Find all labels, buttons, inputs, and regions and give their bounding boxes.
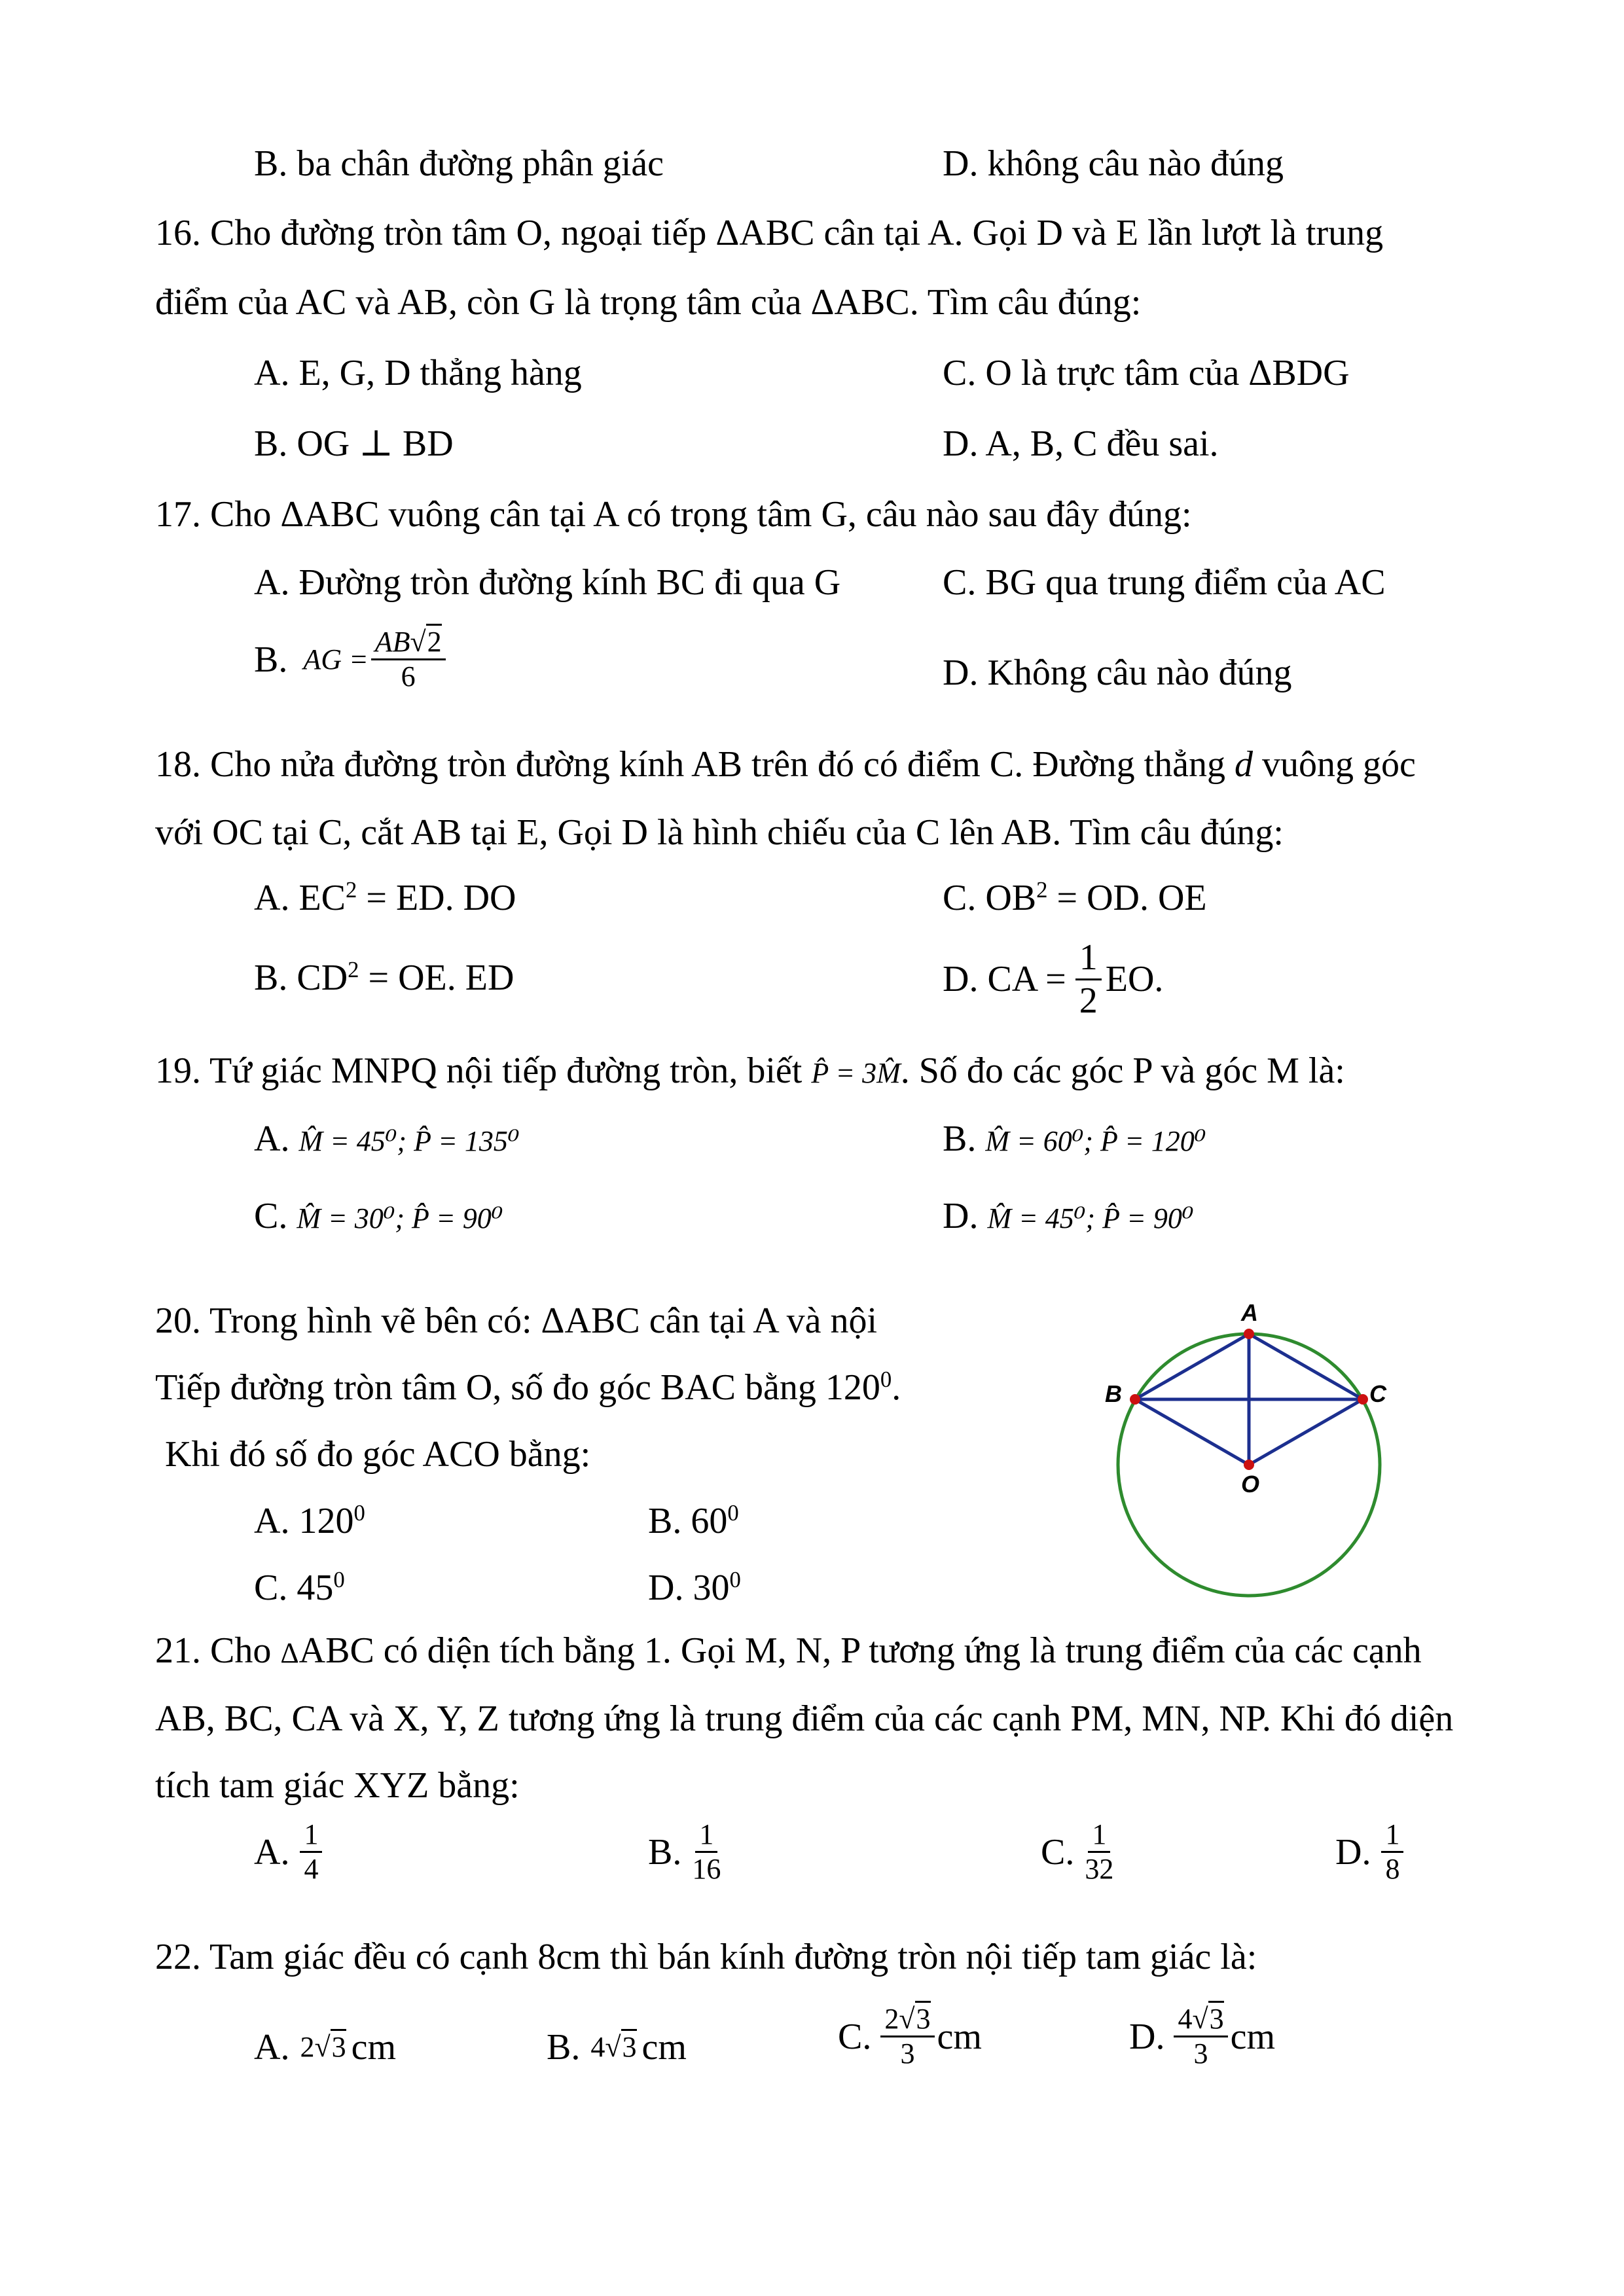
q20-option-c: C. $45^0$ [254,1566,345,1608]
q16-stem-line2: điểm của AC và AB, còn G là trọng tâm của ΔABC. Tìm câu đúng: [155,282,1142,323]
q20-stem-line3: Khi đó số đo góc ACO bằng: [165,1434,591,1475]
segment-ac [1249,1334,1363,1399]
label-o: O [1241,1471,1260,1498]
label-a: A [1241,1299,1258,1326]
label-b: B [1105,1380,1122,1407]
q18-stem-line1: 18. Cho nửa đường tròn đường kính AB trên đó có điểm C. Đường thẳng d vuông góc [155,744,1416,785]
q17-option-b [254,627,448,692]
option-b-top: B. ba chân đường phân giác [254,143,664,184]
q21-stem-line1: 21. Cho ΔABC có diện tích bằng 1. Gọi M, N, P tương ứng là trung điểm của các cạnh [155,1630,1422,1671]
q19-option-c: C. M̂ = 30⁰; P̂ = 90⁰ [254,1196,503,1236]
segment-bo [1135,1399,1249,1465]
q17-option-b-label: B. [254,639,288,680]
q17-option-b-fraction: $\frac{AB√2}{6}$ [371,627,446,692]
q21-option-a: A. $\frac{1}{4}$ [254,1820,325,1884]
q18-stem-line2: với OC tại C, cắt AB tại E, Gọi D là hình chiếu của C lên AB. Tìm câu đúng: [155,812,1284,853]
q22-stem: 22. Tam giác đều có cạnh 8cm thì bán kính đường tròn nội tiếp tam giác là: [155,1937,1257,1977]
q18-d-fraction: $\frac{1}{2}$ [1075,939,1102,1020]
q21-delta: Δ [280,1637,299,1669]
q17-num-root: 2 [426,624,442,658]
q19-formula: P̂ = 3M̂ [811,1057,901,1089]
q17-option-d: D. Không câu nào đúng [943,653,1292,693]
q21-option-d: D. $\frac{1}{8}$ [1335,1820,1406,1884]
point-c [1358,1394,1368,1405]
q19-stem: 19. Tứ giác MNPQ nội tiếp đường tròn, biết P̂ = 3M̂. Số đo các góc P và góc M là: [155,1050,1345,1091]
option-d-top: D. không câu nào đúng [943,143,1284,184]
q17-den: 6 [401,660,416,693]
q22-option-a: A. 2√3 cm [254,2027,397,2068]
q16-option-d: D. A, B, C đều sai. [943,423,1219,464]
q17-option-c: C. BG qua trung điểm của AC [943,562,1386,603]
q16-option-b: B. OG ⊥ BD [254,423,454,464]
point-o [1244,1460,1254,1470]
point-a [1244,1329,1254,1339]
q22-option-b: B. 4√3 cm [547,2027,687,2068]
q17-option-b-lhs: AG = [303,643,369,675]
q22-option-d: D. $\frac{4√3}{3}$ cm [1129,2004,1275,2069]
q16-option-a: A. E, G, D thẳng hàng [254,353,582,393]
q22-option-c: C. $\frac{2√3}{3}$ cm [838,2004,982,2069]
q16-stem-line1: 16. Cho đường tròn tâm O, ngoại tiếp ΔABC cân tại A. Gọi D và E lần lượt là trung [155,213,1384,253]
q21-option-c: C. $\frac{1}{32}$ [1041,1818,1114,1886]
q18-option-a: A. $EC^2$ = ED. DO [254,876,516,918]
q20-option-d: D. $30^0$ [648,1566,741,1608]
q19-option-b: B. M̂ = 60⁰; P̂ = 120⁰ [943,1119,1206,1159]
label-c: C [1369,1380,1386,1407]
q19-option-d: D. M̂ = 45⁰; P̂ = 90⁰ [943,1196,1194,1236]
q17-option-a: A. Đường tròn đường kính BC đi qua G [254,562,841,603]
q18-option-d: D. CA = $\frac{1}{2}$ EO. [943,937,1164,1021]
q21-option-b: B. $\frac{1}{16}$ [648,1818,721,1886]
q21-stem-line3: tích tam giác XYZ bằng: [155,1765,520,1806]
q18-var-d: d [1235,744,1254,785]
q19-option-a: A. M̂ = 45⁰; P̂ = 135⁰ [254,1119,520,1159]
segment-ab [1135,1334,1249,1399]
q20-stem-line2: Tiếp đường tròn tâm O, số đo góc BAC bằng $120^0$. [155,1366,901,1408]
segment-co [1249,1399,1363,1465]
q21-stem-line2: AB, BC, CA và X, Y, Z tương ứng là trung điểm của các cạnh PM, MN, NP. Khi đó diện [155,1698,1454,1739]
q17-num-text: AB [374,626,410,658]
q16-option-c: C. O là trực tâm của ΔBDG [943,353,1350,393]
q20-stem-line1: 20. Trong hình vẽ bên có: ΔABC cân tại A và nội [155,1300,878,1341]
q18-option-c: C. $OB^2$ = OD. OE [943,876,1207,918]
q20-figure [1087,1283,1401,1610]
q18-option-b: B. $CD^2$ = OE. ED [254,956,514,998]
q17-stem: 17. Cho ΔABC vuông cân tại A có trọng tâm G, câu nào sau đây đúng: [155,494,1192,535]
q20-option-a: A. $120^0$ [254,1499,365,1541]
q20-option-b: B. $60^0$ [648,1499,739,1541]
point-b [1130,1394,1140,1405]
